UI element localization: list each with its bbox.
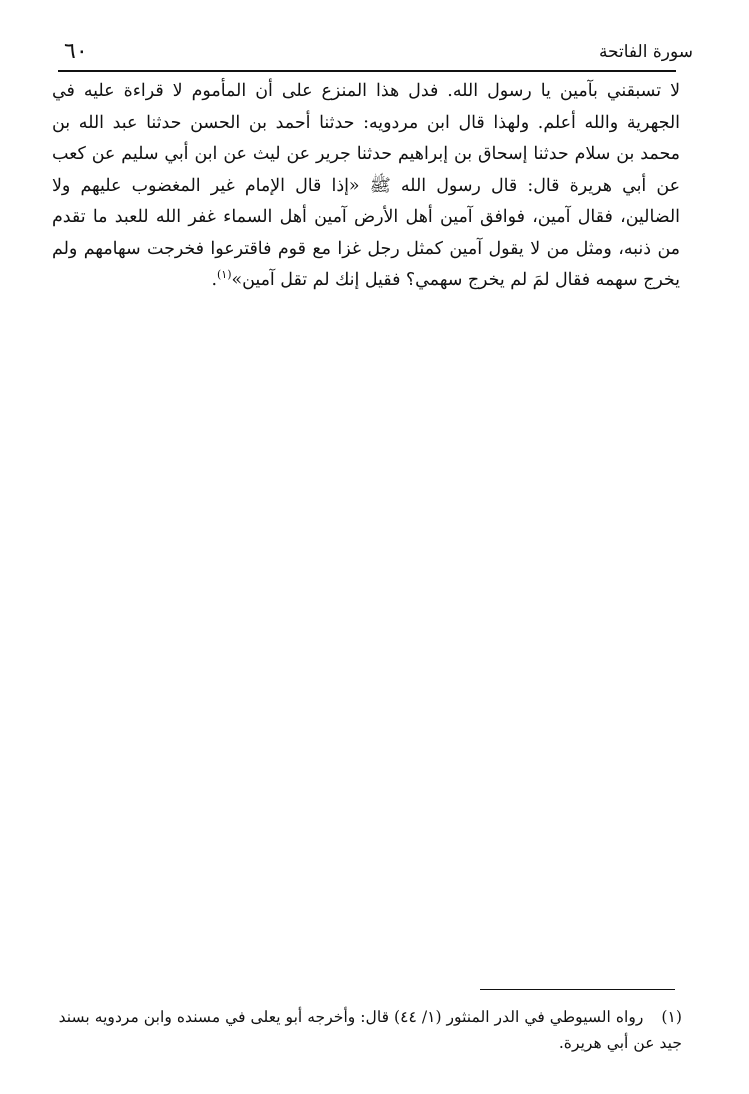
body-paragraph: [52, 76, 680, 297]
footnote-text: رواه السيوطي في الدر المنثور (١/ ٤٤) قال: وأخرجه أبو يعلى في مسنده وابن مردويه بسند جيد عن أبي هريرة.: [58, 1008, 682, 1052]
body-paragraph-text: لا تسبقني بآمين يا رسول الله. فدل هذا المنزع على أن المأموم لا قراءة عليه في الجهرية والله أعلم. ولهذا قال ابن مردويه: حدثنا أحمد بن الحسن حدثنا عبد الله بن محمد بن سلام حدثنا إسحاق بن إبراهيم حدثنا جرير عن ليث عن ابن أبي سليم عن كعب عن أبي هريرة قال: قال رسول الله ﷺ «إذا قال الإمام غير المغضوب عليهم ولا الضالين، فقال آمين، فوافق آمين أهل الأرض آمين أهل السماء غفر الله للعبد ما تقدم من ذنبه، ومثل من لا يقول آمين كمثل رجل غزا مع قوم فاقترعوا فخرجت سهامهم ولم يخرج سهمه فقال لمَ لم يخرج سهمي؟ فقيل إنك لم تقل آمين»: [52, 81, 680, 290]
running-header-title: سورة الفاتحة: [598, 42, 693, 62]
page-number: ٦٠: [64, 39, 88, 64]
footnote-reference: (١): [216, 268, 232, 282]
footnote-rule: [480, 989, 675, 990]
header-rule: [58, 70, 676, 72]
footnote: [52, 1004, 682, 1056]
body-text: [52, 76, 680, 297]
footnote-marker: (١): [661, 1008, 682, 1026]
end-punctuation: .: [211, 270, 217, 290]
